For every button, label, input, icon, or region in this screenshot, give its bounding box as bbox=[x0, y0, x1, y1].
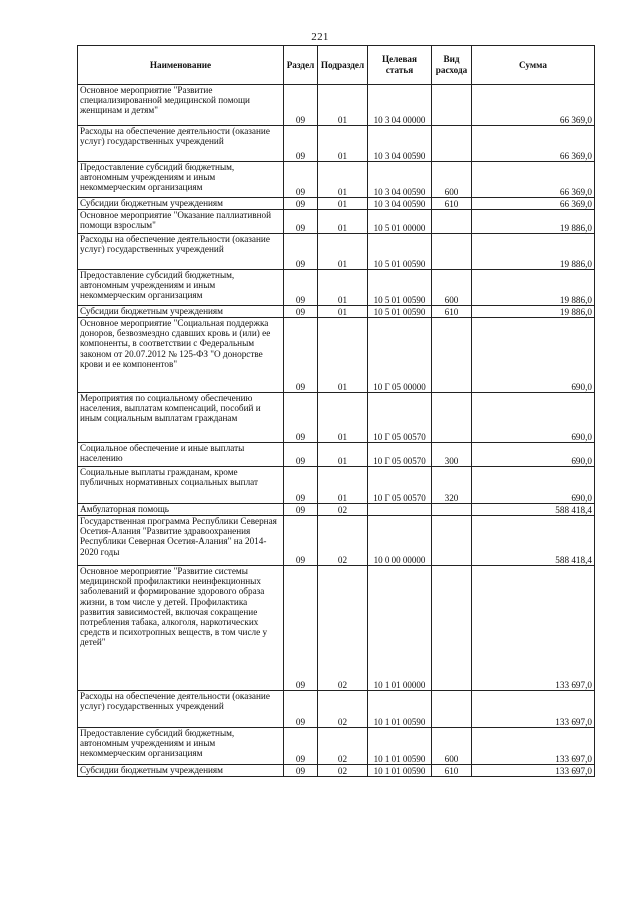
row-target: 10 1 01 00000 bbox=[368, 566, 432, 691]
row-name: Субсидии бюджетным учреждениям bbox=[78, 306, 284, 318]
row-subsection: 02 bbox=[318, 728, 368, 765]
row-section: 09 bbox=[284, 443, 318, 467]
table-row bbox=[78, 198, 595, 210]
row-section: 09 bbox=[284, 504, 318, 516]
row-sum: 66 369,0 bbox=[472, 162, 595, 198]
row-name: Основное мероприятие "Социальная поддержка доноров, безвозмездно сдавших кровь и (или) ее компоненты, в соответствии с Федеральным законом от 20.07.2012 № 125-ФЗ "О донорстве крови и ее компонентов" bbox=[78, 318, 284, 393]
row-subsection: 01 bbox=[318, 162, 368, 198]
row-name: Расходы на обеспечение деятельности (оказание услуг) государственных учреждений bbox=[78, 234, 284, 270]
table-row bbox=[78, 210, 595, 234]
row-subsection: 01 bbox=[318, 270, 368, 306]
row-type bbox=[432, 234, 472, 270]
row-name: Предоставление субсидий бюджетным, автономным учреждениям и иным некоммерческим организациям bbox=[78, 162, 284, 198]
page-number: 221 bbox=[311, 31, 329, 43]
table-row bbox=[78, 306, 595, 318]
row-name: Предоставление субсидий бюджетным, автономным учреждениям и иным некоммерческим организациям bbox=[78, 728, 284, 765]
row-section: 09 bbox=[284, 728, 318, 765]
row-name: Основное мероприятие "Оказание паллиативной помощи взрослым" bbox=[78, 210, 284, 234]
header-target: Целевая статья bbox=[368, 46, 432, 85]
row-type bbox=[432, 393, 472, 443]
row-type: 600 bbox=[432, 162, 472, 198]
row-name: Расходы на обеспечение деятельности (оказание услуг) государственных учреждений bbox=[78, 691, 284, 728]
row-type: 600 bbox=[432, 728, 472, 765]
row-subsection: 01 bbox=[318, 198, 368, 210]
table-row bbox=[78, 393, 595, 443]
table-row bbox=[78, 126, 595, 162]
table-row bbox=[78, 443, 595, 467]
table-row bbox=[78, 765, 595, 777]
row-target: 10 0 00 00000 bbox=[368, 516, 432, 566]
row-section: 09 bbox=[284, 210, 318, 234]
row-sum: 19 886,0 bbox=[472, 210, 595, 234]
row-type bbox=[432, 566, 472, 691]
row-section: 09 bbox=[284, 198, 318, 210]
row-sum: 588 418,4 bbox=[472, 504, 595, 516]
row-section: 09 bbox=[284, 566, 318, 691]
row-target: 10 Г 05 00570 bbox=[368, 443, 432, 467]
row-sum: 133 697,0 bbox=[472, 728, 595, 765]
row-subsection: 02 bbox=[318, 504, 368, 516]
row-subsection: 01 bbox=[318, 306, 368, 318]
row-subsection: 02 bbox=[318, 516, 368, 566]
row-sum: 66 369,0 bbox=[472, 198, 595, 210]
row-subsection: 01 bbox=[318, 318, 368, 393]
row-sum: 133 697,0 bbox=[472, 765, 595, 777]
table-row bbox=[78, 516, 595, 566]
row-section: 09 bbox=[284, 162, 318, 198]
row-name: Мероприятия по социальному обеспечению населения, выплатам компенсаций, пособий и иным социальным выплатам гражданам bbox=[78, 393, 284, 443]
row-name: Основное мероприятие "Развитие специализированной медицинской помощи женщинам и детям" bbox=[78, 85, 284, 126]
row-section: 09 bbox=[284, 234, 318, 270]
row-section: 09 bbox=[284, 393, 318, 443]
row-name: Субсидии бюджетным учреждениям bbox=[78, 765, 284, 777]
table-row bbox=[78, 270, 595, 306]
row-target: 10 Г 05 00000 bbox=[368, 318, 432, 393]
row-type bbox=[432, 691, 472, 728]
table-row bbox=[78, 234, 595, 270]
row-name: Основное мероприятие "Развитие системы медицинской профилактики неинфекционных заболеваний и формирование здорового образа жизни, в том числе у детей. Профилактика развития зависимостей, включая сокращение потребления табака, алкоголя, наркотических средств и психотропных веществ, в том числе у детей" bbox=[78, 566, 284, 691]
row-subsection: 02 bbox=[318, 691, 368, 728]
row-section: 09 bbox=[284, 467, 318, 504]
row-type: 600 bbox=[432, 270, 472, 306]
table-row bbox=[78, 162, 595, 198]
row-name: Амбулаторная помощь bbox=[78, 504, 284, 516]
row-target: 10 5 01 00000 bbox=[368, 210, 432, 234]
table-row bbox=[78, 504, 595, 516]
header-subsection: Подраздел bbox=[318, 46, 368, 85]
row-subsection: 01 bbox=[318, 234, 368, 270]
row-subsection: 01 bbox=[318, 210, 368, 234]
row-target: 10 3 04 00590 bbox=[368, 126, 432, 162]
row-sum: 66 369,0 bbox=[472, 126, 595, 162]
table-header-row bbox=[78, 46, 595, 85]
header-name: Наименование bbox=[78, 46, 284, 85]
table-row bbox=[78, 85, 595, 126]
row-name: Социальное обеспечение и иные выплаты населению bbox=[78, 443, 284, 467]
row-name: Социальные выплаты гражданам, кроме публичных нормативных социальных выплат bbox=[78, 467, 284, 504]
row-sum: 66 369,0 bbox=[472, 85, 595, 126]
row-subsection: 01 bbox=[318, 467, 368, 504]
row-type bbox=[432, 210, 472, 234]
row-target: 10 5 01 00590 bbox=[368, 306, 432, 318]
row-target: 10 3 04 00590 bbox=[368, 162, 432, 198]
table-row bbox=[78, 728, 595, 765]
row-name: Расходы на обеспечение деятельности (оказание услуг) государственных учреждений bbox=[78, 126, 284, 162]
row-type bbox=[432, 85, 472, 126]
header-section: Раздел bbox=[284, 46, 318, 85]
row-sum: 690,0 bbox=[472, 393, 595, 443]
row-sum: 133 697,0 bbox=[472, 691, 595, 728]
row-type: 610 bbox=[432, 765, 472, 777]
row-sum: 690,0 bbox=[472, 318, 595, 393]
row-subsection: 01 bbox=[318, 85, 368, 126]
row-section: 09 bbox=[284, 270, 318, 306]
row-section: 09 bbox=[284, 765, 318, 777]
row-target: 10 3 04 00590 bbox=[368, 198, 432, 210]
row-target bbox=[368, 504, 432, 516]
row-sum: 588 418,4 bbox=[472, 516, 595, 566]
header-type: Вид расхода bbox=[432, 46, 472, 85]
row-type: 320 bbox=[432, 467, 472, 504]
row-type bbox=[432, 516, 472, 566]
row-sum: 690,0 bbox=[472, 467, 595, 504]
row-target: 10 5 01 00590 bbox=[368, 234, 432, 270]
row-section: 09 bbox=[284, 306, 318, 318]
row-target: 10 1 01 00590 bbox=[368, 728, 432, 765]
row-type: 610 bbox=[432, 306, 472, 318]
row-subsection: 01 bbox=[318, 393, 368, 443]
row-target: 10 1 01 00590 bbox=[368, 765, 432, 777]
row-section: 09 bbox=[284, 85, 318, 126]
table-row bbox=[78, 467, 595, 504]
row-name: Субсидии бюджетным учреждениям bbox=[78, 198, 284, 210]
row-target: 10 Г 05 00570 bbox=[368, 393, 432, 443]
row-subsection: 02 bbox=[318, 566, 368, 691]
row-sum: 133 697,0 bbox=[472, 566, 595, 691]
row-sum: 690,0 bbox=[472, 443, 595, 467]
row-section: 09 bbox=[284, 516, 318, 566]
row-type bbox=[432, 126, 472, 162]
row-subsection: 01 bbox=[318, 126, 368, 162]
table-row bbox=[78, 318, 595, 393]
row-sum: 19 886,0 bbox=[472, 234, 595, 270]
row-target: 10 Г 05 00570 bbox=[368, 467, 432, 504]
row-section: 09 bbox=[284, 691, 318, 728]
row-section: 09 bbox=[284, 318, 318, 393]
row-name: Предоставление субсидий бюджетным, автономным учреждениям и иным некоммерческим организациям bbox=[78, 270, 284, 306]
row-type: 300 bbox=[432, 443, 472, 467]
header-sum: Сумма bbox=[472, 46, 595, 85]
row-type bbox=[432, 504, 472, 516]
table-row bbox=[78, 691, 595, 728]
row-subsection: 02 bbox=[318, 765, 368, 777]
table-row bbox=[78, 566, 595, 691]
budget-table bbox=[77, 45, 595, 777]
row-target: 10 1 01 00590 bbox=[368, 691, 432, 728]
row-sum: 19 886,0 bbox=[472, 270, 595, 306]
row-name: Государственная программа Республики Северная Осетия-Алания "Развитие здравоохранения Республики Северная Осетия-Алания" на 2014-2020 годы bbox=[78, 516, 284, 566]
row-type: 610 bbox=[432, 198, 472, 210]
row-sum: 19 886,0 bbox=[472, 306, 595, 318]
row-target: 10 5 01 00590 bbox=[368, 270, 432, 306]
row-subsection: 01 bbox=[318, 443, 368, 467]
row-target: 10 3 04 00000 bbox=[368, 85, 432, 126]
row-type bbox=[432, 318, 472, 393]
row-section: 09 bbox=[284, 126, 318, 162]
